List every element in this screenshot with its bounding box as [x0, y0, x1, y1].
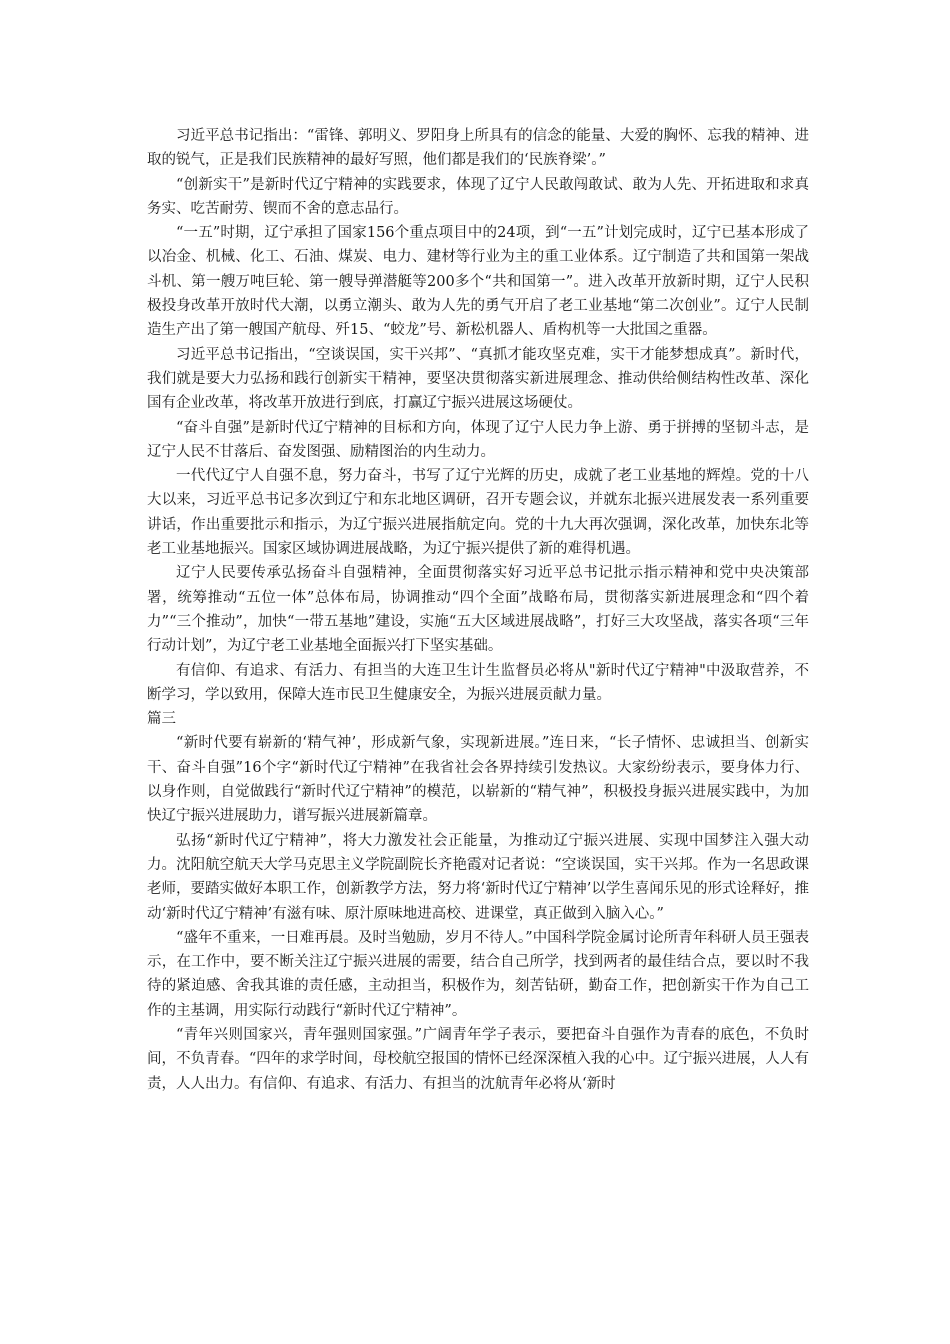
paragraph: 习近平总书记指出，“空谈误国，实干兴邦”、“真抓才能攻坚克难，实干才能梦想成真”。新时代，我们就是要大力弘扬和践行创新实干精神，要坚决贯彻落实新进展理念、推动供给侧结构性改革、深化国有企业改革，将改革开放进行到底，打赢辽宁振兴进展这场硬仗。: [147, 346, 809, 412]
paragraph: “青年兴则国家兴，青年强则国家强。”广阔青年学子表示，要把奋斗自强作为青春的底色，不负时间，不负青春。“四年的求学时间，母校航空报国的情怀已经深深植入我的心中。辽宁振兴进展，人人有责，人人出力。有信仰、有追求、有活力、有担当的沈航青年必将从‘新时: [147, 1026, 809, 1092]
paragraph: “创新实干”是新时代辽宁精神的实践要求，体现了辽宁人民敢闯敢试、敢为人先、开拓进取和求真务实、吃苦耐劳、锲而不舍的意志品行。: [147, 176, 809, 217]
paragraph: “奋斗自强”是新时代辽宁精神的目标和方向，体现了辽宁人民力争上游、勇于拼搏的坚韧斗志，是辽宁人民不甘落后、奋发图强、励精图治的内生动力。: [147, 419, 809, 460]
paragraph: 习近平总书记指出：“雷锋、郭明义、罗阳身上所具有的信念的能量、大爱的胸怀、忘我的精神、进取的锐气，正是我们民族精神的最好写照，他们都是我们的‘民族脊梁’。”: [147, 128, 809, 169]
document-body: [147, 124, 809, 1096]
paragraph: “新时代要有崭新的‘精气神’，形成新气象，实现新进展。”连日来，“长子情怀、忠诚担当、创新实干、奋斗自强”16个字“新时代辽宁精神”在我省社会各界持续引发热议。大家纷纷表示，要身体力行、以身作则，自觉做践行“新时代辽宁精神”的模范，以崭新的“精气神”，积极投身振兴进展实践中，为加快辽宁振兴进展助力，谱写振兴进展新篇章。: [147, 735, 809, 825]
paragraph: 弘扬“新时代辽宁精神”，将大力激发社会正能量，为推动辽宁振兴进展、实现中国梦注入强大动力。沈阳航空航天大学马克思主义学院副院长齐艳霞对记者说：“空谈误国，实干兴邦。作为一名思政课老师，要踏实做好本职工作，创新教学方法，努力将‘新时代辽宁精神’以学生喜闻乐见的形式诠释好，推动‘新时代辽宁精神’有滋有味、原汁原味地进高校、进课堂，真正做到入脑入心。”: [147, 832, 809, 922]
paragraph: 一代代辽宁人自强不息，努力奋斗，书写了辽宁光辉的历史，成就了老工业基地的辉煌。党的十八大以来，习近平总书记多次到辽宁和东北地区调研，召开专题会议，并就东北振兴进展发表一系列重要讲话，作出重要批示和指示，为辽宁振兴进展指航定向。党的十九大再次强调，深化改革，加快东北等老工业基地振兴。国家区域协调进展战略，为辽宁振兴提供了新的难得机遇。: [147, 468, 809, 558]
paragraph: 辽宁人民要传承弘扬奋斗自强精神，全面贯彻落实好习近平总书记批示指示精神和党中央决策部署，统筹推动“五位一体”总体布局，协调推动“四个全面”战略布局，贯彻落实新进展理念和“四个着力”“三个推动”，加快“一带五基地”建设，实施“五大区域进展战略”，打好三大攻坚战，落实各项“三年行动计划”，为辽宁老工业基地全面振兴打下坚实基础。: [147, 565, 809, 655]
paragraph: 有信仰、有追求、有活力、有担当的大连卫生计生监督员必将从"新时代辽宁精神"中汲取营养，不断学习，学以致用，保障大连市民卫生健康安全，为振兴进展贡献力量。: [147, 662, 809, 703]
paragraph: “盛年不重来，一日难再晨。及时当勉励，岁月不待人。”中国科学院金属讨论所青年科研人员王强表示，在工作中，要不断关注辽宁振兴进展的需要，结合自己所学，找到两者的最佳结合点，要以时不我待的紧迫感、舍我其谁的责任感，主动担当，积极作为，刻苦钻研，勤奋工作，把创新实干作为自己工作的主基调，用实际行动践行“新时代辽宁精神”。: [147, 929, 809, 1019]
section-heading: 篇三: [147, 711, 176, 728]
paragraph: “一五”时期，辽宁承担了国家156个重点项目中的24项，到“一五”计划完成时，辽宁已基本形成了以冶金、机械、化工、石油、煤炭、电力、建材等行业为主的重工业体系。辽宁制造了共和国第一架战斗机、第一艘万吨巨轮、第一艘导弹潜艇等200多个“共和国第一”。进入改革开放新时期，辽宁人民积极投身改革开放时代大潮，以勇立潮头、敢为人先的勇气开启了老工业基地“第二次创业”。辽宁人民制造生产出了第一艘国产航母、歼15、“蛟龙”号、新松机器人、盾构机等一大批国之重器。: [147, 225, 809, 339]
